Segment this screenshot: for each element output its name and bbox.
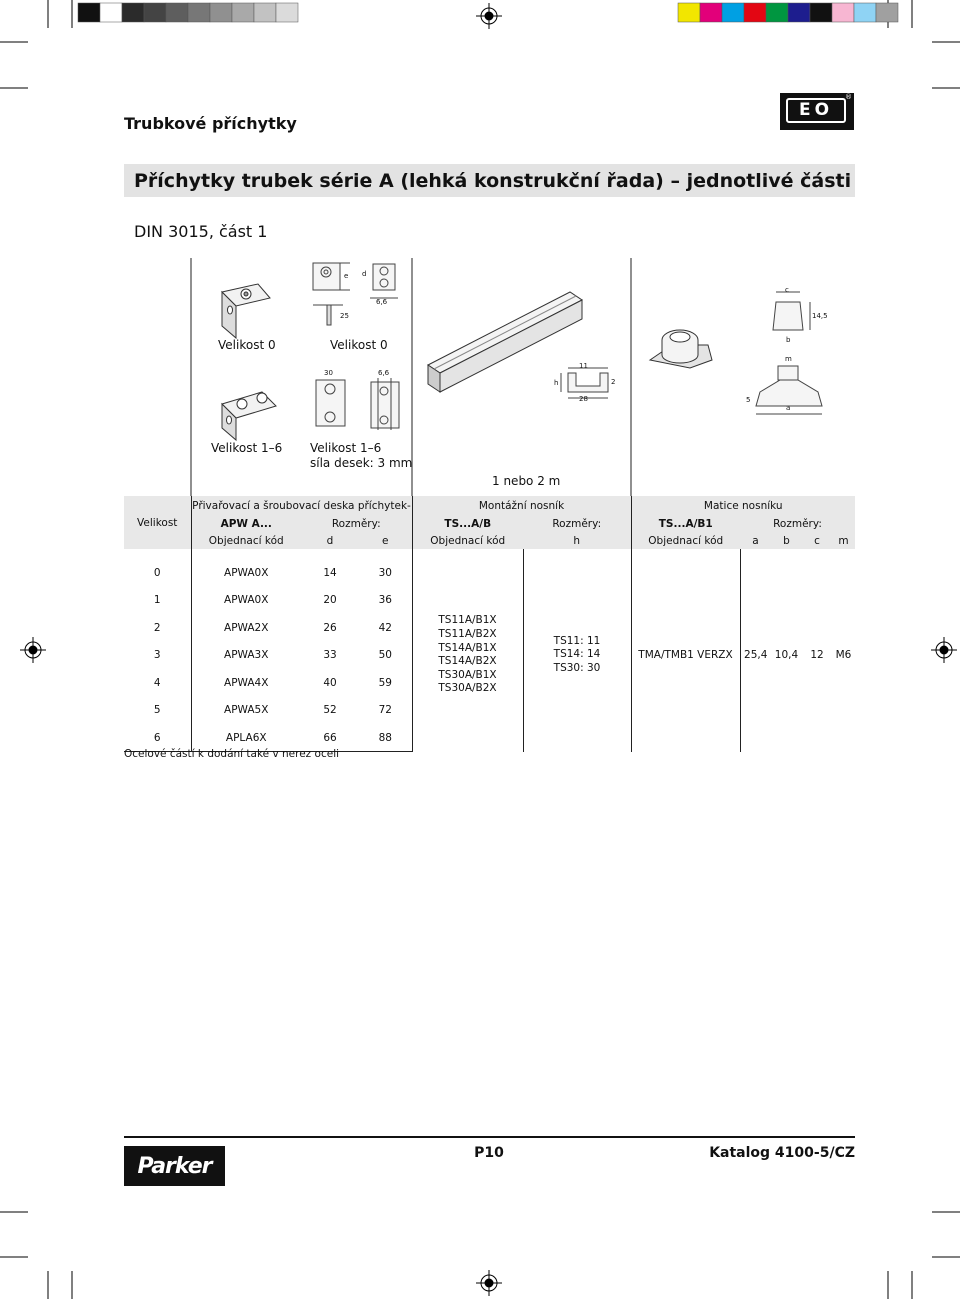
col-h: h — [523, 533, 631, 549]
row-size: 0 — [153, 566, 161, 579]
title-bar — [124, 164, 855, 197]
group-nut: Matice nosníku — [631, 496, 855, 515]
color-swatch — [788, 3, 810, 22]
rail-code: TS30A/B1X — [438, 668, 497, 681]
row-code: APWA5X — [191, 697, 301, 725]
row-e: 72 — [378, 704, 392, 717]
color-swatch — [766, 3, 788, 22]
rail-h: TS14: 14 — [553, 648, 601, 661]
rail-section — [561, 368, 608, 398]
row-d: 26 — [323, 621, 337, 634]
parker-logo: Parker — [124, 1146, 225, 1186]
page-title: Příchytky trubek série A (lehká konstrukční řada) – jednotlivé části — [134, 170, 852, 192]
row-code: APWA2X — [191, 614, 301, 642]
rail-code: TS11A/B1X — [438, 614, 497, 627]
color-swatch — [700, 3, 722, 22]
caption-size0-a: Velikost 0 — [218, 338, 276, 352]
row-d: 52 — [323, 704, 337, 717]
col-d: d — [301, 533, 359, 549]
row-e: 59 — [378, 676, 392, 689]
row-code: APWA4X — [191, 669, 301, 697]
nut-code: TMA/TMB1 VERZX — [631, 559, 740, 752]
dim-a: a — [786, 404, 791, 412]
row-d: 20 — [323, 594, 337, 607]
col-b: b — [771, 533, 802, 549]
dim-6-6-a: 6,6 — [376, 298, 388, 306]
row-size: 5 — [153, 704, 161, 717]
color-swatch — [678, 3, 700, 22]
plate-dims-header: Rozměry: — [301, 515, 412, 533]
caption-size16-b: Velikost 1–6 — [310, 441, 382, 455]
row-e: 30 — [378, 566, 392, 579]
row-e: 36 — [378, 594, 392, 607]
rail-code: TS14A/B2X — [438, 655, 497, 668]
col-order-code-3: Objednací kód — [631, 533, 740, 549]
nut-a: 25,4 — [740, 559, 771, 752]
dim-14-5: 14,5 — [812, 312, 828, 320]
row-d: 33 — [323, 649, 337, 662]
eo-logo — [780, 93, 854, 130]
col-order-code-2: Objednací kód — [412, 533, 523, 549]
nut-drawing — [650, 330, 712, 368]
caption-size16-a: Velikost 1–6 — [211, 441, 283, 455]
dim-11: 11 — [579, 362, 588, 370]
dim-25: 25 — [340, 312, 349, 320]
row-e: 42 — [378, 621, 392, 634]
col-a: a — [740, 533, 771, 549]
plate-size0-views — [313, 263, 398, 325]
plate-size16-views — [316, 378, 399, 430]
dim-d: d — [362, 270, 367, 278]
color-swatch — [144, 3, 166, 22]
color-swatch — [276, 3, 298, 22]
col-m: m — [832, 533, 855, 549]
dim-h: h — [554, 379, 559, 387]
row-size: 4 — [153, 676, 161, 689]
color-swatch — [232, 3, 254, 22]
color-swatch — [166, 3, 188, 22]
rail-codes-cell — [412, 559, 523, 752]
color-swatch — [188, 3, 210, 22]
plate-code-header: APW A... — [191, 515, 301, 533]
dim-2: 2 — [611, 378, 616, 386]
row-size: 6 — [124, 724, 191, 752]
color-swatch — [78, 3, 100, 22]
footnote: Ocelové částí k dodání také v nerez oceli — [124, 748, 340, 760]
col-c: c — [802, 533, 832, 549]
group-rail: Montážní nosník — [412, 496, 631, 515]
row-code: APLA6X — [191, 724, 301, 752]
color-swatch — [122, 3, 144, 22]
nut-views — [756, 292, 822, 414]
row-d: 14 — [323, 566, 337, 579]
page-number: P10 — [474, 1145, 504, 1161]
plate-size16-drawing — [222, 392, 276, 440]
nut-c: 12 — [810, 649, 824, 662]
dim-e: e — [344, 272, 349, 280]
rail-drawing — [428, 292, 582, 392]
dim-6-6-b: 6,6 — [378, 369, 390, 377]
eo-logo-text: EO — [786, 98, 846, 123]
color-swatch — [210, 3, 232, 22]
standard-label: DIN 3015, část 1 — [134, 222, 268, 241]
dim-28: 28 — [579, 395, 588, 403]
color-swatch — [876, 3, 898, 22]
nut-b: 10,4 — [774, 649, 799, 662]
rail-code: TS14A/B1X — [438, 641, 497, 654]
rail-code: TS30A/B2X — [438, 682, 497, 695]
rail-code: TS11A/B2X — [438, 628, 497, 641]
color-swatch — [810, 3, 832, 22]
nut-m: M6 — [835, 649, 852, 662]
dim-5: 5 — [746, 396, 751, 404]
plate-size0-drawing — [222, 284, 270, 338]
nut-dims-header: Rozměry: — [740, 515, 855, 533]
caption-rail-length: 1 nebo 2 m — [492, 474, 561, 488]
parts-table — [124, 496, 855, 752]
row-e: 88 — [359, 724, 412, 752]
color-swatch — [832, 3, 854, 22]
color-swatch — [100, 3, 122, 22]
nut-code-header: TS...A/B1 — [631, 515, 740, 533]
caption-thickness: síla desek: 3 mm — [310, 456, 413, 470]
section-title: Trubkové příchytky — [124, 114, 297, 133]
group-plate: Přivařovací a šroubovací deska příchytek- — [191, 496, 412, 515]
row-code: APWA0X — [191, 559, 301, 587]
rail-h: TS11: 11 — [553, 634, 601, 647]
dim-b: b — [786, 336, 791, 344]
registered-mark: ® — [845, 93, 852, 101]
dim-m: m — [785, 355, 792, 363]
row-code: APWA3X — [191, 642, 301, 670]
row-size: 2 — [153, 621, 161, 634]
row-code: APWA0X — [191, 587, 301, 615]
col-order-code-1: Objednací kód — [191, 533, 301, 549]
dim-30: 30 — [324, 369, 333, 377]
row-d: 40 — [323, 676, 337, 689]
row-size: 3 — [153, 649, 161, 662]
row-size: 1 — [153, 594, 161, 607]
rail-h: TS30: 30 — [553, 662, 601, 675]
color-swatch — [722, 3, 744, 22]
col-e: e — [359, 533, 412, 549]
footer-rule — [124, 1136, 855, 1138]
row-d: 66 — [301, 724, 359, 752]
rail-code-header: TS...A/B — [412, 515, 523, 533]
table-row — [124, 559, 855, 587]
size-header: Velikost — [124, 496, 191, 549]
color-swatch — [854, 3, 876, 22]
rail-h-cell — [523, 559, 631, 752]
color-swatch — [744, 3, 766, 22]
caption-size0-b: Velikost 0 — [330, 338, 388, 352]
row-e: 50 — [378, 649, 392, 662]
dim-c: c — [785, 286, 789, 294]
catalog-number: Katalog 4100-5/CZ — [709, 1145, 855, 1161]
rail-dims-header: Rozměry: — [523, 515, 631, 533]
color-swatch — [254, 3, 276, 22]
